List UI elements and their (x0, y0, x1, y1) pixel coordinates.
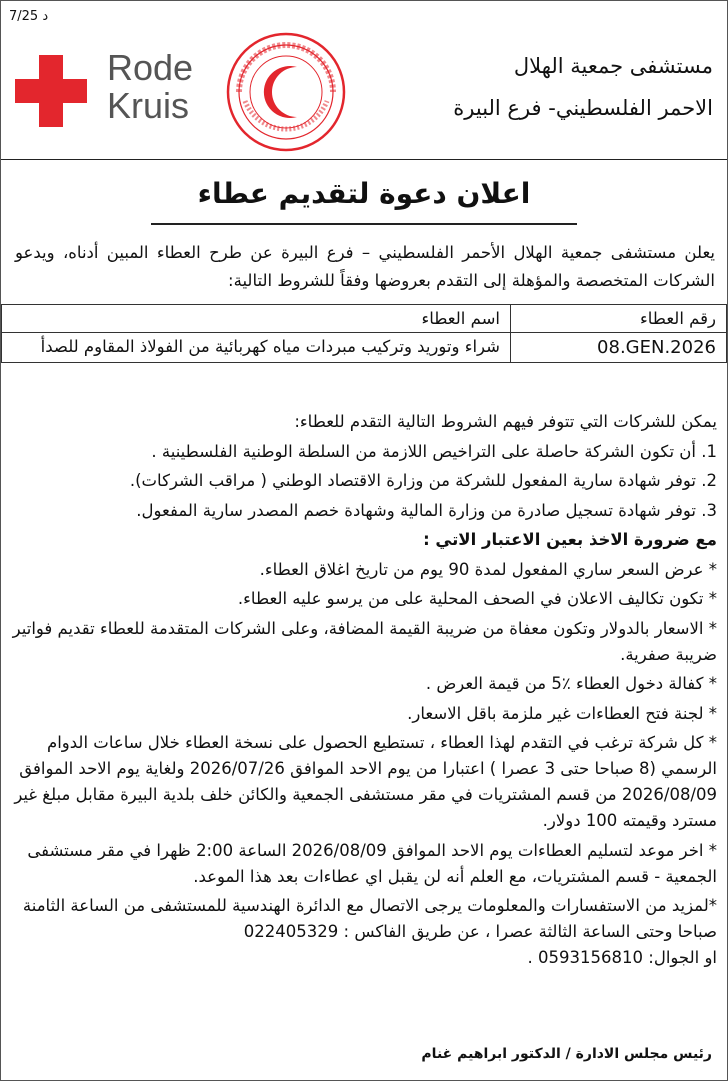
org-name-line-1: مستشفى جمعية الهلال (513, 54, 713, 78)
contact-text: *لمزيد من الاستفسارات والمعلومات يرجى الاتصال مع الدائرة الهندسية للمستشفى من الساعة الثامنة صباحا وحتى الساعة الثالثة عصرا ، عن طريق الفاكس : (22, 896, 717, 941)
intro-paragraph: يعلن مستشفى جمعية الهلال الأحمر الفلسطيني – فرع البيرة عن طرح العطاء المبين أدناه، ويدعو الشركات المتخصصة والمؤهلة إلى التقدم بعروضها وفقاً للشروط التالية: (15, 243, 715, 290)
requirement-2: 2. توفر شهادة سارية المفعول للشركة من وزارة الاقتصاد الوطني ( مراقب الشركات). (129, 471, 717, 490)
header (7, 29, 719, 157)
announcement-title: اعلان دعوة لتقديم عطاء (197, 177, 531, 210)
signature: رئيس مجلس الادارة / الدكتور ابراهيم غنام (421, 1046, 712, 1062)
table-header-row (2, 305, 727, 333)
header-tender-number: رقم العطاء (511, 305, 727, 333)
mobile-number: 0593156810 (538, 948, 644, 967)
tender-name-value: شراء وتوريد وتركيب مبردات مياه كهربائية من الفولاذ المقاوم للصدأ (2, 333, 511, 363)
table-row (2, 333, 727, 363)
considerations-intro: مع ضرورة الاخذ بعين الاعتبار الاتي : (423, 530, 717, 549)
mobile-end: . (527, 948, 533, 967)
note-committee: * لجنة فتح العطاءات غير ملزمة باقل الاسعار. (407, 703, 717, 723)
note-deadline: * اخر موعد لتسليم العطاءات يوم الاحد الموافق 2026/08/09 الساعة 2:00 ظهرا في مقر مستشفى الجمعية - قسم المشتريات، مع العلم أنه لن يقبل اي عطاءات بعد هذا الموعد. (27, 840, 717, 886)
eligibility-intro: يمكن للشركات التي تتوفر فيهم الشروط التالية التقدم للعطاء: (294, 412, 717, 431)
requirement-3: 3. توفر شهادة تسجيل صادرة من وزارة المالية وشهادة خصم المصدر سارية المفعول. (136, 500, 717, 520)
note-bid-bond: * كفالة دخول العطاء ٪5 من قيمة العرض . (425, 674, 717, 693)
page-code: 7/25 د (9, 9, 49, 24)
fax-number: 022405329 (243, 922, 339, 941)
header-tender-name: اسم العطاء (2, 305, 511, 333)
mobile-label: او الجوال: (648, 948, 717, 967)
red-cross-icon (15, 55, 87, 127)
brand-line-1: Rode (107, 47, 194, 88)
note-obtain-documents: * كل شركة ترغب في التقدم لهذا العطاء ، تستطيع الحصول على نسخة العطاء خلال ساعات الدوام الرسمي (8 صباحا حتى 3 عصرا ) اعتبارا من يوم الاحد الموافق 2026/07/26 ولغاية يوم الاحد الموافق 2026/08/09 من قسم المشتريات في مقر مستشفى الجمعية والكائن خلف بلدية البيرة مقابل مبلغ غير مسترد وقيمته 100 دولار. (14, 733, 717, 830)
requirement-1: 1. أن تكون الشركة حاصلة على التراخيص اللازمة من السلطة الوطنية الفلسطينية . (151, 441, 717, 461)
note-advertising-costs: * تكون تكاليف الاعلان في الصحف المحلية على من يرسو عليه العطاء. (237, 589, 717, 608)
title-underline (151, 223, 577, 225)
note-contact (11, 893, 717, 971)
rode-kruis-logo (107, 49, 193, 125)
note-currency-tax: * الاسعار بالدولار وتكون معفاة من ضريبة القيمة المضافة، وعلى الشركات المتقدمة للعطاء تقديم فواتير ضريبة صفرية. (12, 618, 717, 664)
tender-table (1, 304, 727, 363)
tender-number-value: 08.GEN.2026 (511, 333, 727, 363)
brand-line-2: Kruis (107, 85, 190, 126)
header-divider (1, 159, 727, 160)
red-crescent-seal-icon (225, 31, 347, 153)
org-name-line-2: الاحمر الفلسطيني- فرع البيرة (453, 96, 713, 120)
conditions-body (11, 409, 717, 975)
note-price-validity: * عرض السعر ساري المفعول لمدة 90 يوم من تاريخ اغلاق العطاء. (259, 559, 717, 579)
organization-name (453, 45, 713, 129)
